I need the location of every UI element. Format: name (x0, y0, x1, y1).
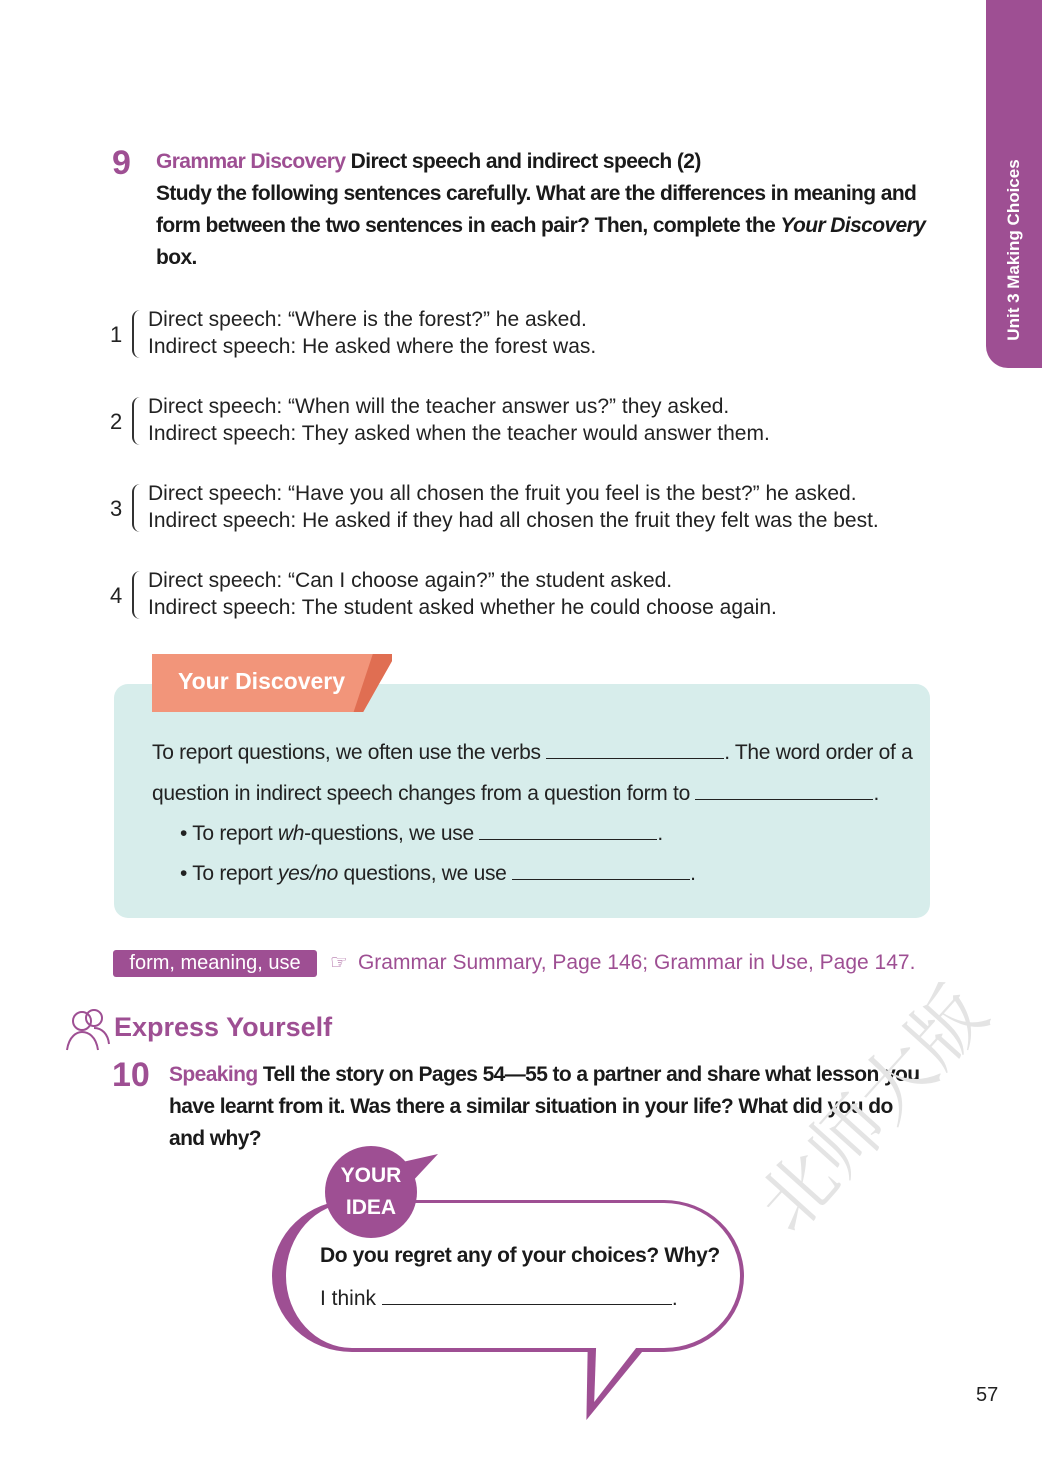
discovery-line-1 (152, 740, 912, 765)
express-yourself-title: Express Yourself (114, 1012, 333, 1042)
exercise-9-title: Direct speech and indirect speech (2) (350, 150, 701, 173)
grammar-reference (330, 950, 915, 975)
yes-no-questions-blank[interactable] (512, 861, 690, 880)
answer-blank[interactable] (382, 1286, 672, 1305)
idea-answer (320, 1286, 678, 1311)
discovery-text: question in indirect speech changes from a question form to (152, 782, 696, 805)
brace-icon (132, 397, 142, 445)
sentence-pair-4 (110, 569, 950, 625)
pair-number: 1 (110, 322, 123, 347)
exercise-10-line2: have learnt from it. Was there a similar situation in your life? What did you do (169, 1095, 893, 1118)
direct-speech: Direct speech: “Where is the forest?” he asked. (148, 308, 587, 331)
brace-icon (132, 571, 142, 619)
your-idea-badge (325, 1146, 417, 1238)
pointing-hand-icon: ☞ (330, 952, 348, 974)
exercise-10-line3: and why? (169, 1127, 262, 1150)
discovery-text: -questions, we use (304, 822, 480, 845)
exercise-9-number: 9 (112, 144, 131, 182)
exercise-9-instruction-line2 (156, 210, 946, 242)
indirect-speech: Indirect speech: They asked when the teacher would answer them. (148, 422, 770, 445)
word-order-blank[interactable] (695, 781, 873, 800)
exercise-10-line1: Tell the story on Pages 54—55 to a partner and share what lesson you (262, 1063, 920, 1086)
discovery-text: • To report (180, 822, 278, 845)
exercise-9-instruction-line3: box. (156, 246, 197, 269)
your-discovery-title: Your Discovery (178, 668, 346, 694)
verbs-blank[interactable] (546, 740, 724, 759)
direct-speech: Direct speech: “Have you all chosen the fruit you feel is the best?” he asked. (148, 482, 857, 505)
discovery-text: . (690, 862, 696, 885)
answer-text: . (671, 1287, 678, 1310)
exercise-9-instruction-line1: Study the following sentences carefully. What are the differences in meaning and (156, 182, 917, 205)
indirect-speech: Indirect speech: He asked where the forest was. (148, 335, 597, 358)
grammar-reference-text: Grammar Summary, Page 146; Grammar in Use, Page 147. (357, 951, 916, 974)
sentence-pair-2 (110, 395, 950, 451)
instruction-italic: Your Discovery (780, 214, 926, 237)
exercise-9-heading (156, 146, 946, 274)
bubble-tail-inner (588, 1330, 650, 1402)
discovery-bullet-1 (180, 821, 663, 846)
pair-number: 2 (110, 409, 123, 434)
sentence-pair-1 (110, 308, 950, 364)
brace-icon (132, 310, 142, 358)
answer-text: I think (320, 1287, 382, 1310)
grammar-discovery-tag: Grammar Discovery (156, 150, 346, 173)
exercise-10-number: 10 (112, 1056, 150, 1094)
indirect-speech: Indirect speech: He asked if they had all chosen the fruit they felt was the best. (148, 509, 879, 532)
wh-questions-blank[interactable] (479, 821, 657, 840)
discovery-text: . (873, 782, 880, 805)
indirect-speech: Indirect speech: The student asked whether he could choose again. (148, 596, 777, 619)
discovery-text: To report questions, we often use the verbs (152, 741, 547, 764)
idea-badge-line1: YOUR (340, 1164, 402, 1187)
instruction-text: form between the two sentences in each pair? Then, complete the (156, 214, 781, 237)
discovery-text: . The word order of a (724, 741, 913, 764)
discovery-text: . (657, 822, 663, 845)
idea-badge-line2: IDEA (345, 1196, 397, 1219)
discovery-italic: wh (277, 822, 305, 845)
discovery-text: • To report (180, 862, 278, 885)
discovery-italic: yes/no (277, 862, 338, 885)
discovery-line-2 (152, 781, 879, 806)
direct-speech: Direct speech: “When will the teacher answer us?” they asked. (148, 395, 730, 418)
idea-question: Do you regret any of your choices? Why? (320, 1244, 720, 1267)
discovery-bullet-2 (180, 861, 696, 886)
pair-number: 3 (110, 496, 123, 521)
unit-side-tab (986, 0, 1042, 368)
brace-icon (132, 484, 142, 532)
sentence-pair-3 (110, 482, 950, 538)
direct-speech: Direct speech: “Can I choose again?” the student asked. (148, 569, 673, 592)
people-icon (64, 1008, 112, 1052)
page-number: 57 (976, 1384, 999, 1406)
publisher-watermark: 北师大版 (741, 970, 1004, 1249)
form-meaning-use-badge: form, meaning, use (113, 950, 317, 977)
discovery-text: questions, we use (338, 862, 513, 885)
speaking-tag: Speaking (169, 1063, 258, 1086)
pair-number: 4 (110, 583, 123, 608)
unit-tab-label: Unit 3 Making Choices (1004, 159, 1023, 341)
